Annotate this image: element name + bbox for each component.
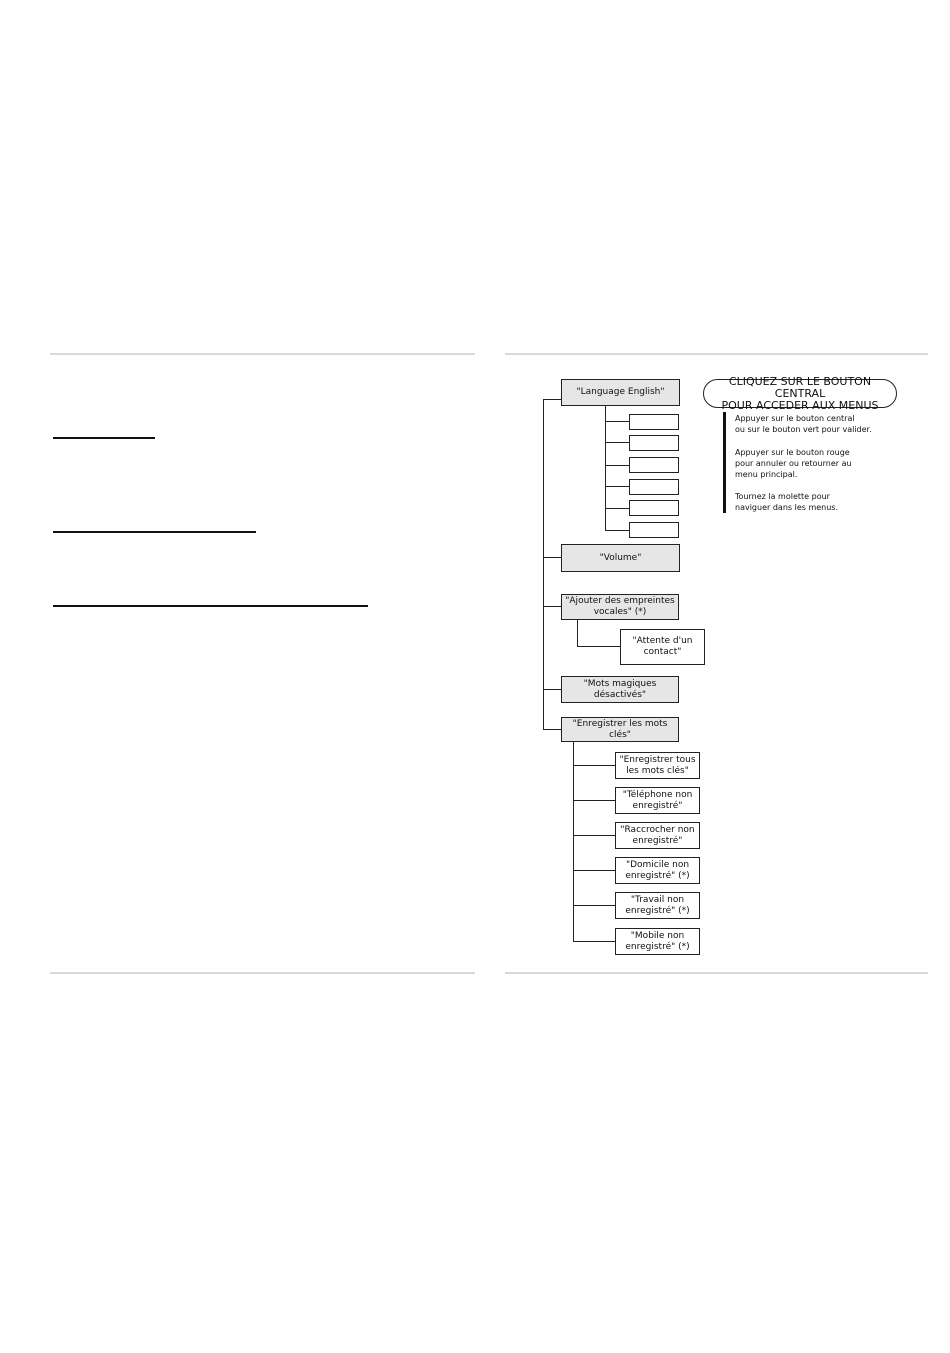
branch-language bbox=[543, 399, 561, 400]
keywords-branch-2 bbox=[573, 800, 615, 801]
keyword-node-hangup: "Raccrocher non enregistré" bbox=[615, 822, 700, 849]
keywords-branch-1 bbox=[573, 765, 615, 766]
keywords-branch-5 bbox=[573, 905, 615, 906]
access-menus-header bbox=[703, 374, 897, 412]
bottom-rule-right bbox=[505, 972, 928, 974]
menu-node-voiceprints: "Ajouter des empreintes vocales" (*) bbox=[561, 594, 679, 620]
branch-magic-words bbox=[543, 689, 561, 690]
language-sub-branch-3 bbox=[605, 465, 629, 466]
access-menus-line1: CLIQUEZ SUR LE BOUTON CENTRAL bbox=[728, 374, 872, 400]
keyword-node-work: "Travail non enregistré" (*) bbox=[615, 892, 700, 919]
bottom-rule-left bbox=[50, 972, 475, 974]
voiceprints-sub-trunk bbox=[577, 620, 578, 646]
instruction-navigate: Tournez la molette pour naviguer dans les menus. bbox=[735, 492, 839, 512]
top-rule-right bbox=[505, 353, 928, 355]
heading-underline-1 bbox=[53, 437, 155, 439]
language-sub-branch-2 bbox=[605, 442, 629, 443]
instruction-cancel: Appuyer sur le bouton rouge pour annuler ou retourner au menu principal. bbox=[735, 448, 852, 479]
keyword-node-record-all: "Enregistrer tous les mots clés" bbox=[615, 752, 700, 779]
voiceprints-sub-branch bbox=[577, 646, 620, 647]
menu-node-language: "Language English" bbox=[561, 379, 680, 406]
language-option-box-4 bbox=[629, 479, 679, 495]
language-option-box-1 bbox=[629, 414, 679, 430]
heading-underline-3 bbox=[53, 605, 368, 607]
branch-voiceprints bbox=[543, 606, 561, 607]
language-sub-branch-4 bbox=[605, 486, 629, 487]
instructions-side-bar bbox=[723, 412, 726, 513]
language-sub-branch-1 bbox=[605, 421, 629, 422]
keywords-branch-6 bbox=[573, 941, 615, 942]
heading-underline-2 bbox=[53, 531, 256, 533]
access-menus-line2: POUR ACCEDER AUX MENUS bbox=[721, 398, 879, 412]
menu-node-waiting-contact: "Attente d'un contact" bbox=[620, 629, 705, 665]
keywords-sub-trunk bbox=[573, 742, 574, 941]
branch-volume bbox=[543, 557, 561, 558]
language-option-box-6 bbox=[629, 522, 679, 538]
main-trunk-line bbox=[543, 399, 544, 729]
keyword-node-home: "Domicile non enregistré" (*) bbox=[615, 857, 700, 884]
branch-record-keywords bbox=[543, 729, 561, 730]
keyword-node-mobile: "Mobile non enregistré" (*) bbox=[615, 928, 700, 955]
keywords-branch-4 bbox=[573, 870, 615, 871]
language-option-box-3 bbox=[629, 457, 679, 473]
menu-node-volume: "Volume" bbox=[561, 544, 680, 572]
menu-node-record-keywords: "Enregistrer les mots clés" bbox=[561, 717, 679, 742]
language-sub-trunk bbox=[605, 406, 606, 530]
keyword-node-phone: "Téléphone non enregistré" bbox=[615, 787, 700, 814]
instruction-validate: Appuyer sur le bouton central ou sur le bouton vert pour valider. bbox=[735, 414, 872, 434]
keywords-branch-3 bbox=[573, 835, 615, 836]
language-sub-branch-5 bbox=[605, 508, 629, 509]
top-rule-left bbox=[50, 353, 475, 355]
language-sub-branch-6 bbox=[605, 530, 629, 531]
language-option-box-5 bbox=[629, 500, 679, 516]
language-option-box-2 bbox=[629, 435, 679, 451]
menu-node-magic-words: "Mots magiques désactivés" bbox=[561, 676, 679, 703]
